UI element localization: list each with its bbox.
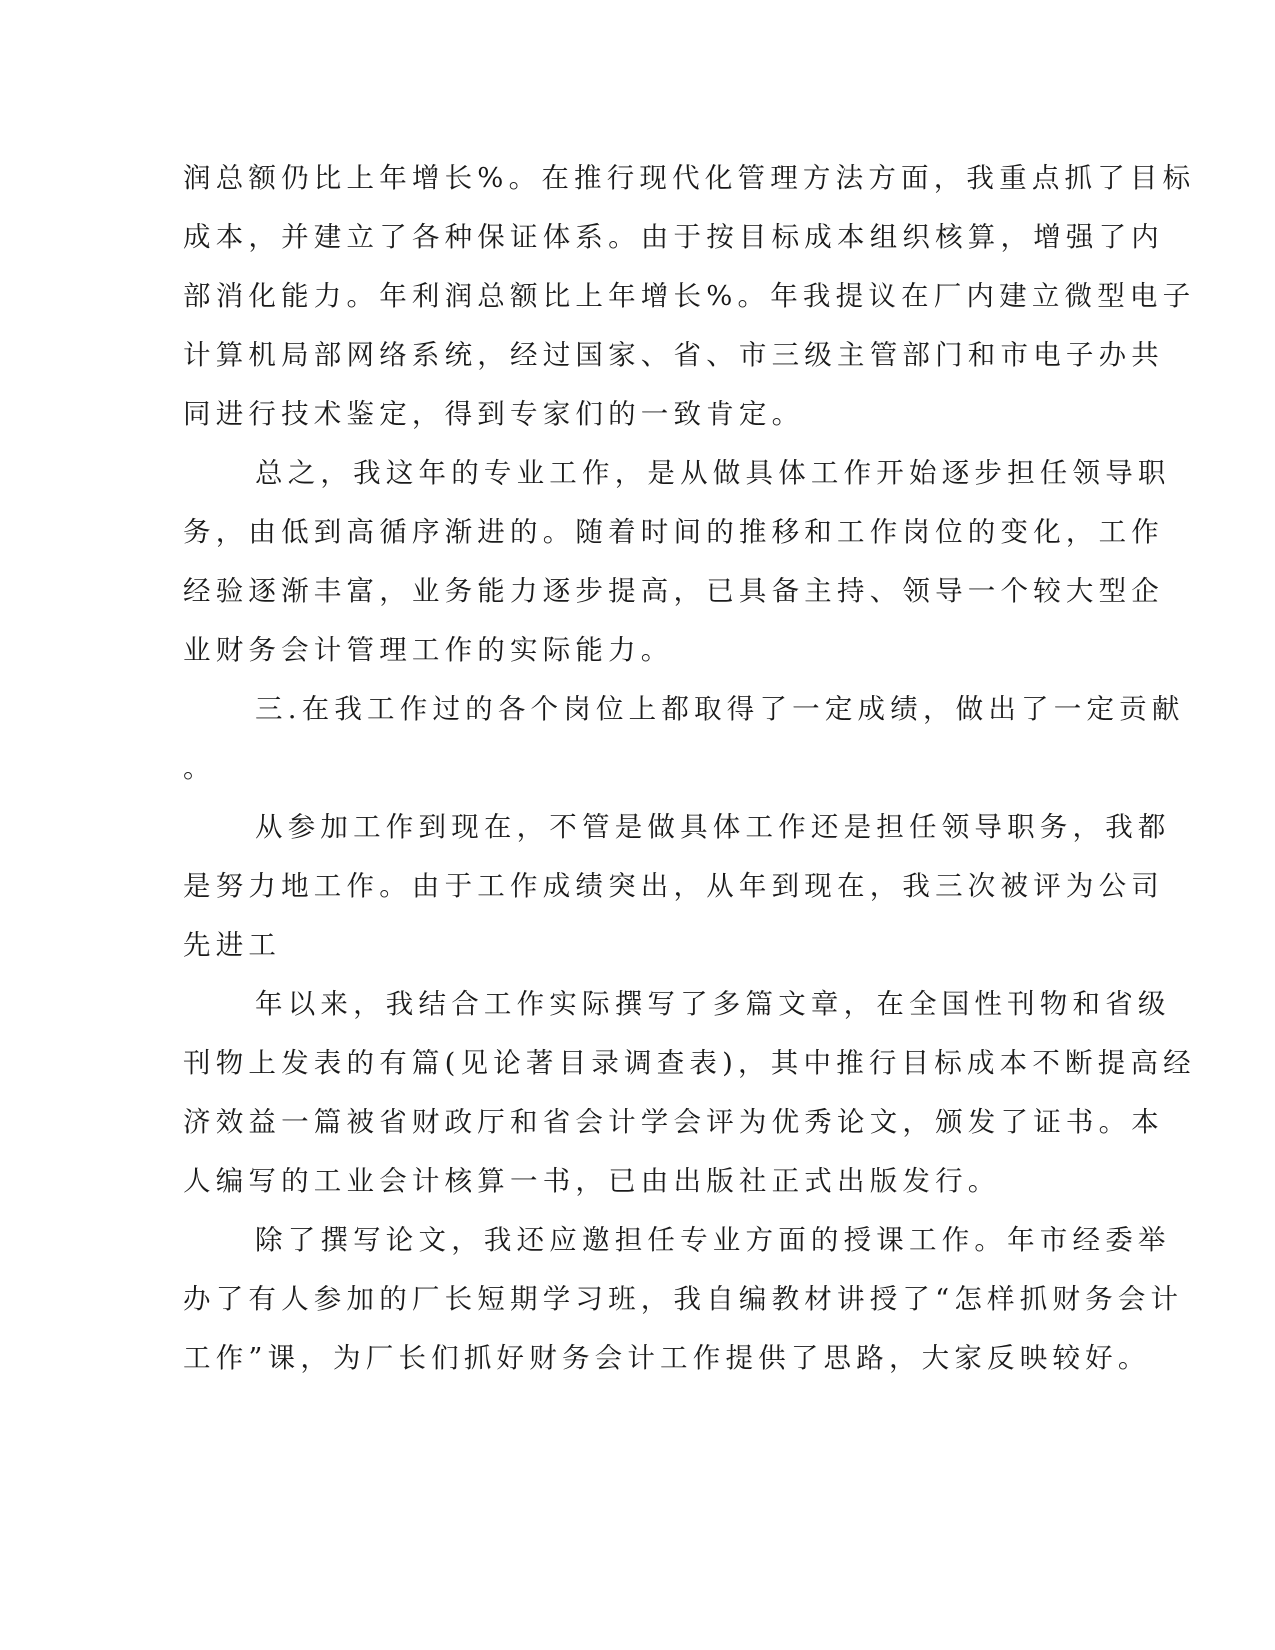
- text-line: 刊物上发表的有篇(见论著目录调查表)，其中推行目标成本不断提高经: [183, 1047, 1196, 1079]
- paragraph-start-line: 除了撰写论文，我还应邀担任专业方面的授课工作。年市经委举: [255, 1224, 1171, 1256]
- text-line: 务，由低到高循序渐进的。随着时间的推移和工作岗位的变化，工作: [183, 516, 1164, 548]
- text-line: 办了有人参加的厂长短期学习班，我自编教材讲授了“怎样抓财务会计: [183, 1283, 1184, 1315]
- text-line: 人编写的工业会计核算一书，已由出版社正式出版发行。: [183, 1165, 1001, 1197]
- text-line: 。: [183, 752, 216, 784]
- text-line: 成本，并建立了各种保证体系。由于按目标成本组织核算，增强了内: [183, 221, 1164, 253]
- text-line: 先进工: [183, 929, 282, 961]
- text-line: 润总额仍比上年增长%。在推行现代化管理方法方面，我重点抓了目标: [183, 162, 1196, 194]
- paragraph-start-line: 年以来，我结合工作实际撰写了多篇文章，在全国性刊物和省级: [255, 988, 1171, 1020]
- text-line: 工作”课，为厂长们抓好财务会计工作提供了思路，大家反映较好。: [183, 1342, 1151, 1374]
- section-heading-line: 三.在我工作过的各个岗位上都取得了一定成绩，做出了一定贡献: [255, 693, 1185, 725]
- text-line: 是努力地工作。由于工作成绩突出，从年到现在，我三次被评为公司: [183, 870, 1164, 902]
- text-line: 计算机局部网络系统，经过国家、省、市三级主管部门和市电子办共: [183, 339, 1164, 371]
- text-line: 济效益一篇被省财政厅和省会计学会评为优秀论文，颁发了证书。本: [183, 1106, 1164, 1138]
- paragraph-start-line: 从参加工作到现在，不管是做具体工作还是担任领导职务，我都: [255, 811, 1171, 843]
- text-line: 业财务会计管理工作的实际能力。: [183, 634, 674, 666]
- text-line: 经验逐渐丰富，业务能力逐步提高，已具备主持、领导一个较大型企: [183, 575, 1164, 607]
- text-line: 同进行技术鉴定，得到专家们的一致肯定。: [183, 398, 805, 430]
- paragraph-start-line: 总之，我这年的专业工作，是从做具体工作开始逐步担任领导职: [255, 457, 1171, 489]
- text-line: 部消化能力。年利润总额比上年增长%。年我提议在厂内建立微型电子: [183, 280, 1196, 312]
